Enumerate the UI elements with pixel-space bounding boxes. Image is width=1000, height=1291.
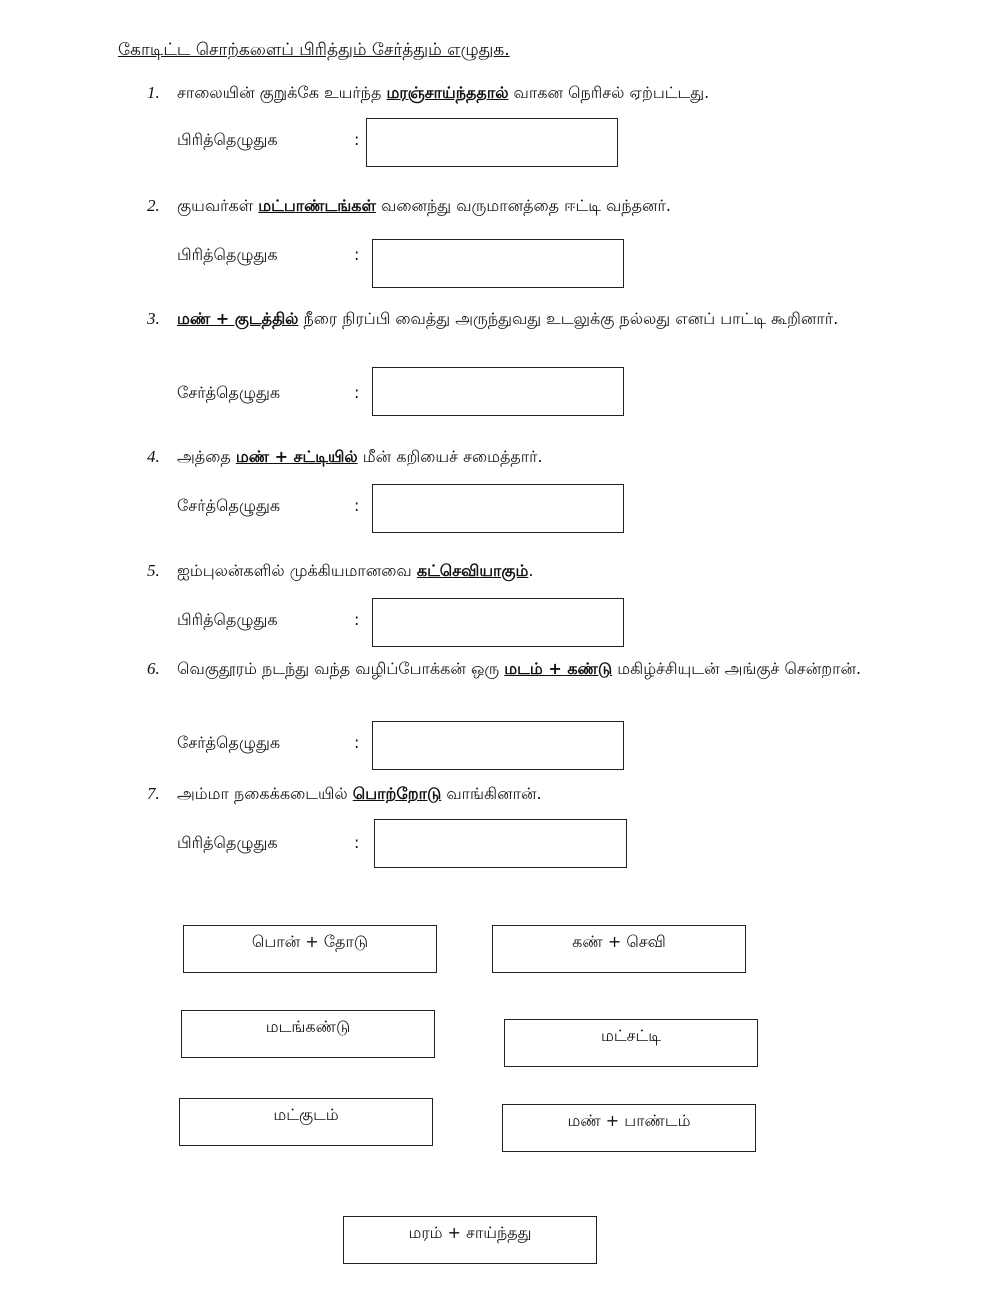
- highlighted-word: மரஞ்சாய்ந்ததால்: [386, 83, 509, 102]
- highlighted-word: மட்பாண்டங்கள்: [258, 196, 376, 215]
- answer-label: பிரித்தெழுதுக: [177, 610, 278, 629]
- question-1: [147, 80, 882, 105]
- question-text-pre: வெகுதூரம் நடந்து வந்த வழிப்போக்கன் ஒரு: [177, 659, 505, 678]
- option-madangandu[interactable]: மடங்கண்டு: [181, 1010, 435, 1058]
- question-text-pre: ஐம்புலன்களில் முக்கியமானவை: [177, 561, 417, 580]
- question-text-pre: குயவர்கள்: [177, 196, 259, 215]
- option-matchatti[interactable]: மட்சட்டி: [504, 1019, 758, 1067]
- answer-label: பிரித்தெழுதுக: [177, 130, 278, 149]
- question-text-pre: சாலையின் குறுக்கே உயர்ந்த: [177, 83, 387, 102]
- colon: :: [354, 496, 360, 515]
- highlighted-word: மண் + சட்டியில்: [235, 447, 358, 466]
- answer-drop-box-2[interactable]: [372, 239, 624, 288]
- answer-label: பிரித்தெழுதுக: [177, 833, 278, 852]
- question-text: [177, 558, 882, 583]
- colon: :: [354, 130, 360, 149]
- question-6: [147, 656, 882, 681]
- question-text-pre: அம்மா நகைக்கடையில்: [177, 784, 353, 803]
- answer-drop-box-5[interactable]: [372, 598, 624, 647]
- question-text-post: மகிழ்ச்சியுடன் அங்குச் சென்றான்.: [612, 659, 862, 678]
- question-text: [177, 781, 882, 806]
- option-man-paandam[interactable]: மண் + பாண்டம்: [502, 1104, 756, 1152]
- answer-drop-box-3[interactable]: [372, 367, 624, 416]
- question-number: 3.: [147, 309, 160, 328]
- question-number: 6.: [147, 659, 160, 678]
- question-text: [177, 193, 882, 218]
- question-number: 5.: [147, 561, 160, 580]
- highlighted-word: மண் + குடத்தில்: [177, 309, 299, 328]
- question-number: 2.: [147, 196, 160, 215]
- answer-label: சேர்த்தெழுதுக: [177, 496, 281, 515]
- option-matkudam[interactable]: மட்குடம்: [179, 1098, 433, 1146]
- answer-label: சேர்த்தெழுதுக: [177, 383, 281, 402]
- option-pon-thodu[interactable]: பொன் + தோடு: [183, 925, 437, 973]
- highlighted-word: மடம் + கண்டு: [504, 659, 613, 678]
- question-text-post: .: [528, 561, 534, 580]
- question-number: 7.: [147, 784, 160, 803]
- question-text: [177, 80, 882, 105]
- option-kan-sevi[interactable]: கண் + செவி: [492, 925, 746, 973]
- question-text: [177, 656, 882, 681]
- question-text-post: மீன் கறியைச் சமைத்தார்.: [357, 447, 543, 466]
- colon: :: [354, 833, 360, 852]
- question-text: [177, 306, 882, 331]
- question-text-post: வனைந்து வருமானத்தை ஈட்டி வந்தனர்.: [375, 196, 671, 215]
- worksheet-title: கோடிட்ட சொற்களைப் பிரித்தும் சேர்த்தும் எழுதுக.: [118, 40, 510, 60]
- question-2: [147, 193, 882, 218]
- question-5: [147, 558, 882, 583]
- question-7: [147, 781, 882, 806]
- colon: :: [354, 733, 360, 752]
- colon: :: [354, 610, 360, 629]
- colon: :: [354, 383, 360, 402]
- question-text-post: வாகன நெரிசல் ஏற்பட்டது.: [508, 83, 710, 102]
- question-3: [147, 306, 882, 331]
- question-text-post: நீரை நிரப்பி வைத்து அருந்துவது உடலுக்கு நல்லது எனப் பாட்டி கூறினார்.: [298, 309, 839, 328]
- highlighted-word: கட்செவியாகும்: [416, 561, 529, 580]
- option-maram-saaynthathu[interactable]: மரம் + சாய்ந்தது: [343, 1216, 597, 1264]
- question-number: 4.: [147, 447, 160, 466]
- highlighted-word: பொற்றோடு: [352, 784, 442, 803]
- question-number: 1.: [147, 83, 160, 102]
- question-text-post: வாங்கினான்.: [441, 784, 542, 803]
- answer-label: சேர்த்தெழுதுக: [177, 733, 281, 752]
- question-text: [177, 444, 882, 469]
- answer-label: பிரித்தெழுதுக: [177, 245, 278, 264]
- question-text-pre: அத்தை: [177, 447, 236, 466]
- answer-drop-box-6[interactable]: [372, 721, 624, 770]
- answer-drop-box-1[interactable]: [366, 118, 618, 167]
- answer-drop-box-4[interactable]: [372, 484, 624, 533]
- colon: :: [354, 245, 360, 264]
- answer-drop-box-7[interactable]: [374, 819, 627, 868]
- question-4: [147, 444, 882, 469]
